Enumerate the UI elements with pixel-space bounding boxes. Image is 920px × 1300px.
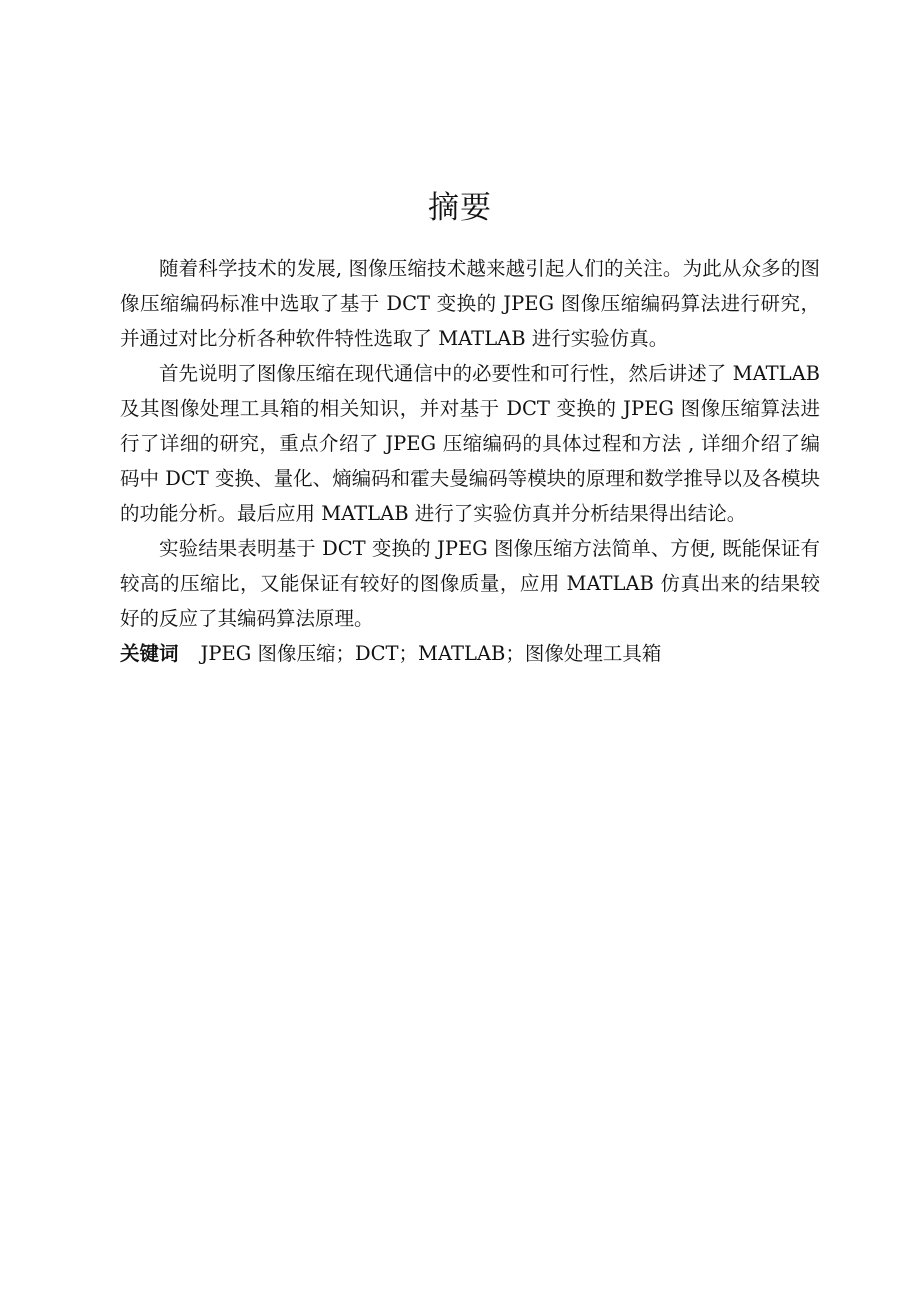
paragraph-1: 随着科学技术的发展, 图像压缩技术越来越引起人们的关注。为此从众多的图像压缩编码标准中选取了基于 DCT 变换的 JPEG 图像压缩编码算法进行研究，并通过对比分析各种软件特性选取了 MATLAB 进行实验仿真。: [120, 257, 820, 350]
keywords-line: [120, 636, 820, 671]
page-title: 摘要: [428, 190, 492, 226]
keywords-label: 关键词: [120, 642, 179, 665]
keywords-value: JPEG 图像压缩；DCT；MATLAB；图像处理工具箱: [200, 642, 662, 665]
abstract-body: [120, 251, 820, 671]
paragraph-3: 实验结果表明基于 DCT 变换的 JPEG 图像压缩方法简单、方便, 既能保证有较高的压缩比，又能保证有较好的图像质量，应用 MATLAB 仿真出来的结果较好的反应了其编码算法原理。: [120, 537, 820, 630]
paragraph-2: 首先说明了图像压缩在现代通信中的必要性和可行性，然后讲述了 MATLAB 及其图像处理工具箱的相关知识，并对基于 DCT 变换的 JPEG 图像压缩算法进行了详细的研究，重点介绍了 JPEG 压缩编码的具体过程和方法 , 详细介绍了编码中 DCT 变换、量化、熵编码和霍夫曼编码等模块的原理和数学推导以及各模块的功能分析。最后应用 MATLAB 进行了实验仿真并分析结果得出结论。: [120, 362, 820, 525]
